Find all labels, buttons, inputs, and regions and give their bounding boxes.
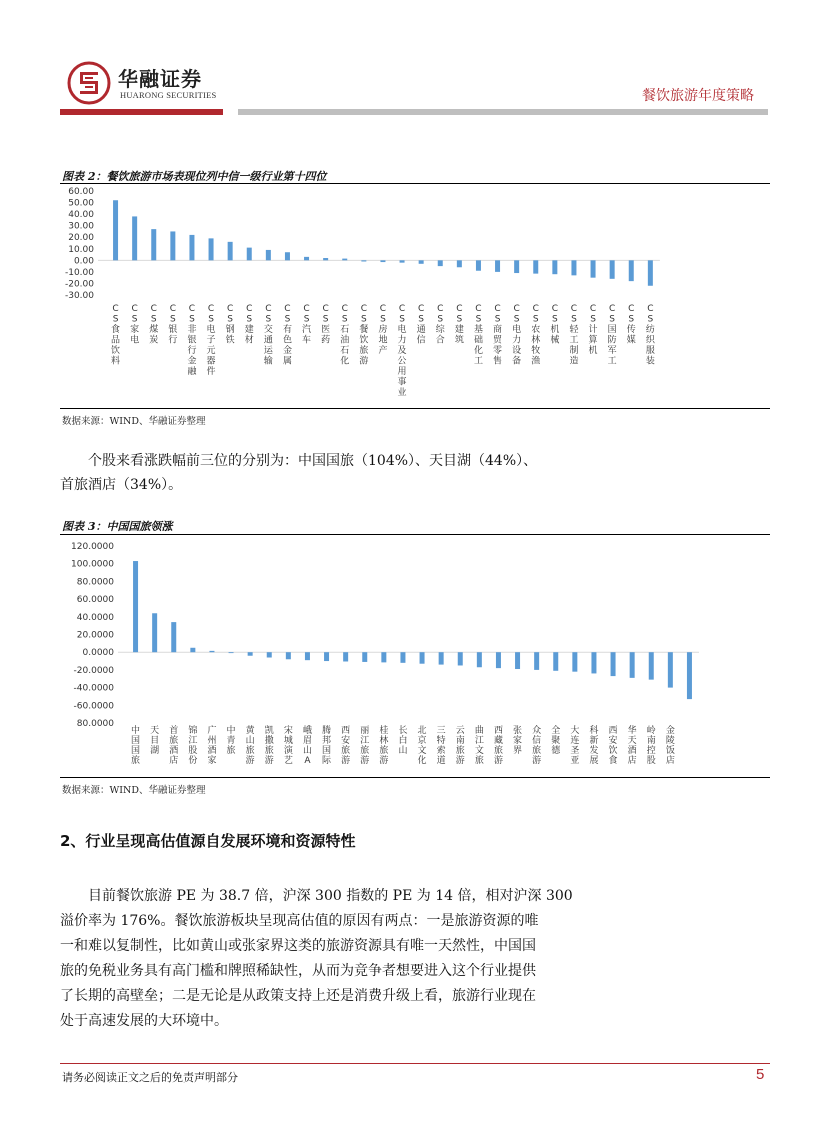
category-label: 西安旅游: [341, 726, 351, 766]
category-label: C S 煤炭: [149, 304, 159, 346]
category-label: 华天酒店: [627, 726, 637, 766]
bar: [132, 216, 137, 260]
section2-heading: 2、行业呈现高估值源自发展环境和资源特性: [60, 832, 356, 850]
bar: [247, 248, 252, 261]
y-tick-label: 10.00: [68, 244, 94, 255]
section2-line: 溢价率为 176%。餐饮旅游板块呈现高估值的原因有两点：一是旅游资源的唯: [60, 913, 539, 929]
figure3-top-rule: [60, 534, 770, 535]
y-tick-label: 100.0000: [71, 559, 114, 570]
header-gray-bar: [238, 109, 768, 115]
footer-disclaimer: 请务必阅读正文之后的免责声明部分: [62, 1071, 238, 1084]
y-tick-label: -10.00: [64, 267, 94, 278]
section2-body: [60, 884, 580, 1034]
bar: [133, 561, 138, 652]
category-label: C S 机械: [550, 304, 560, 346]
category-label: C S 医药: [321, 304, 331, 346]
bar: [571, 260, 576, 275]
bar: [611, 652, 616, 676]
document-title: 餐饮旅游年度策略: [642, 88, 754, 104]
bar: [476, 260, 481, 270]
bar: [248, 652, 253, 656]
bar: [267, 652, 272, 657]
category-label: 锦江股份: [188, 726, 198, 766]
bar: [229, 652, 234, 653]
bar: [152, 613, 157, 652]
bar: [209, 651, 214, 652]
category-label: 云南旅游: [455, 726, 465, 766]
category-label: 北京文化: [417, 726, 427, 766]
bar: [171, 622, 176, 652]
bar: [190, 648, 195, 652]
category-label: 丽江旅游: [360, 726, 370, 766]
y-tick-label: 0.00: [73, 256, 94, 267]
y-tick-label: 120.0000: [71, 542, 114, 552]
bar: [648, 260, 653, 285]
bar: [458, 652, 463, 665]
bar: [629, 260, 634, 281]
category-label: C S 餐饮旅游: [359, 304, 369, 367]
bar: [228, 242, 233, 260]
figure3-bottom-rule: [60, 777, 770, 778]
figure2-bottom-rule: [60, 408, 770, 409]
category-label: 金陵饭店: [665, 726, 675, 766]
bar: [342, 259, 347, 261]
figure3-bar-chart: [60, 536, 770, 776]
category-label: C S 汽车: [302, 304, 312, 346]
category-label: 众信旅游: [532, 726, 542, 766]
category-label: C S 电力及公用事业: [397, 304, 407, 398]
category-label: C S 基础化工: [473, 304, 483, 367]
category-label: C S 建材: [244, 304, 254, 346]
y-tick-label: -60.0000: [73, 701, 114, 712]
bar: [515, 652, 520, 669]
category-label: C S 轻工制造: [569, 304, 579, 367]
bar: [381, 652, 386, 662]
bar: [361, 260, 366, 261]
figure3-title: 图表 3：中国国旅领涨: [62, 520, 173, 533]
bar: [553, 652, 558, 671]
bar: [362, 652, 367, 662]
category-label: 全聚德: [551, 726, 561, 756]
figure2-bar-chart: [60, 185, 770, 407]
category-label: 腾邦国际: [322, 726, 332, 766]
y-tick-label: 40.00: [68, 210, 94, 221]
figure3-source: 数据来源：WIND、华融证券整理: [62, 785, 206, 796]
category-label: 岭南控股: [646, 726, 656, 766]
category-label: 中青旅: [226, 726, 236, 756]
bar: [113, 200, 118, 260]
category-label: 科新发展: [589, 726, 599, 766]
bar: [591, 652, 596, 673]
header-red-bar: [60, 109, 223, 115]
bar: [266, 250, 271, 260]
y-tick-label: -20.0000: [73, 665, 114, 676]
bar: [610, 260, 615, 278]
category-label: C S 电力设备: [512, 304, 522, 367]
bar: [438, 260, 443, 266]
y-tick-label: 50.00: [68, 198, 94, 209]
category-label: C S 国防军工: [607, 304, 617, 367]
y-tick-label: -40.0000: [73, 683, 114, 694]
bar: [400, 260, 405, 262]
bar: [323, 258, 328, 260]
category-label: 峨眉山 A: [302, 726, 312, 766]
bar: [400, 652, 405, 663]
bar: [572, 652, 577, 671]
category-label: 凯撒旅游: [264, 726, 274, 766]
category-label: 桂林旅游: [379, 726, 389, 766]
category-label: C S 纺织服装: [645, 304, 655, 367]
category-label: 中国国旅: [131, 726, 141, 766]
category-label: 广州酒家: [207, 726, 217, 766]
figure2-source: 数据来源：WIND、华融证券整理: [62, 416, 206, 427]
huarong-logo-icon: [67, 61, 111, 105]
bar: [420, 652, 425, 664]
bar: [534, 652, 539, 670]
y-tick-label: 60.0000: [76, 595, 114, 606]
category-label: C S 农林牧渔: [531, 304, 541, 367]
y-tick-label: 60.00: [68, 187, 94, 197]
y-tick-label: 20.0000: [76, 630, 114, 641]
y-tick-label: -20.00: [64, 279, 94, 290]
bar: [514, 260, 519, 273]
bar: [151, 229, 156, 260]
category-label: C S 综合: [435, 304, 445, 346]
y-tick-label: 30.00: [68, 221, 94, 232]
bar: [209, 238, 214, 260]
category-label: C S 通信: [416, 304, 426, 346]
category-label: C S 计算机: [588, 304, 598, 356]
y-tick-label: 40.0000: [76, 612, 114, 623]
category-label: C S 食品饮料: [111, 304, 121, 367]
bar: [687, 652, 692, 699]
category-label: 张家界: [513, 726, 523, 756]
bar: [591, 260, 596, 277]
bar: [439, 652, 444, 664]
category-label: C S 传媒: [626, 304, 636, 346]
category-label: 曲江文旅: [474, 726, 484, 766]
bar: [668, 652, 673, 687]
bar: [552, 260, 557, 274]
category-label: C S 有色金属: [282, 304, 292, 367]
category-label: C S 建筑: [454, 304, 464, 346]
y-tick-label: 0.0000: [82, 648, 114, 659]
category-label: C S 银行: [168, 304, 178, 346]
category-label: C S 非银行金融: [187, 304, 197, 377]
section2-line: 旅的免税业务具有高门槛和牌照稀缺性，从而为竞争者想要进入这个行业提供: [60, 963, 536, 979]
footer-rule: [60, 1063, 770, 1064]
category-label: 西安饮食: [608, 726, 618, 766]
section2-line: 目前餐饮旅游 PE 为 38.7 倍，沪深 300 指数的 PE 为 14 倍，相对沪深 300: [88, 888, 573, 904]
figure2-top-rule: [60, 183, 770, 184]
category-label: 西藏旅游: [493, 726, 503, 766]
bar: [380, 260, 385, 262]
category-label: 宋城演艺: [283, 726, 293, 766]
category-label: 长白山: [398, 726, 408, 756]
bar: [343, 652, 348, 661]
paragraph1-line2: 首旅酒店（34%）。: [60, 477, 183, 493]
category-label: C S 家电: [130, 304, 140, 346]
section2-line: 一和难以复制性，比如黄山或张家界这类的旅游资源具有唯一天然性，中国国: [60, 938, 536, 954]
bar: [630, 652, 635, 678]
bar: [496, 652, 501, 668]
category-label: 首旅酒店: [169, 726, 179, 766]
category-label: C S 石油石化: [340, 304, 350, 367]
category-label: C S 交通运输: [263, 304, 273, 367]
category-label: C S 电子元器件: [206, 304, 216, 377]
bar: [285, 252, 290, 260]
category-label: 大连圣亚: [570, 726, 580, 766]
company-name-cn: 华融证券: [118, 67, 202, 91]
bar: [324, 652, 329, 661]
bar: [477, 652, 482, 667]
y-tick-label: 80.0000: [76, 719, 114, 729]
bar: [170, 231, 175, 260]
bar: [457, 260, 462, 267]
category-label: 三特索道: [436, 726, 446, 766]
bar: [533, 260, 538, 273]
y-tick-label: 80.0000: [76, 577, 114, 588]
bar: [419, 260, 424, 263]
bar: [495, 260, 500, 272]
bar: [189, 235, 194, 260]
figure2-title: 图表 2：餐饮旅游市场表现位列中信一级行业第十四位: [62, 170, 327, 183]
section2-line: 了长期的高壁垒；二是无论是从政策支持上还是消费升级上看，旅游行业现在: [60, 988, 536, 1004]
paragraph1-line1: 个股来看涨跌幅前三位的分别为：中国国旅（104%）、天目湖（44%）、: [88, 453, 538, 469]
category-label: 黄山旅游: [245, 726, 255, 766]
category-label: 天目湖: [150, 726, 160, 756]
page-number: 5: [756, 1066, 765, 1083]
y-tick-label: -30.00: [64, 291, 94, 301]
category-label: C S 商贸零售: [493, 304, 503, 367]
category-label: C S 钢铁: [225, 304, 235, 346]
category-label: C S 房地产: [378, 304, 388, 356]
bar: [305, 652, 310, 660]
bar: [304, 257, 309, 260]
bar: [649, 652, 654, 679]
company-name-en: HUARONG SECURITIES: [120, 90, 217, 100]
bar: [286, 652, 291, 659]
y-tick-label: 20.00: [68, 233, 94, 244]
section2-line: 处于高速发展的大环境中。: [60, 1013, 228, 1029]
